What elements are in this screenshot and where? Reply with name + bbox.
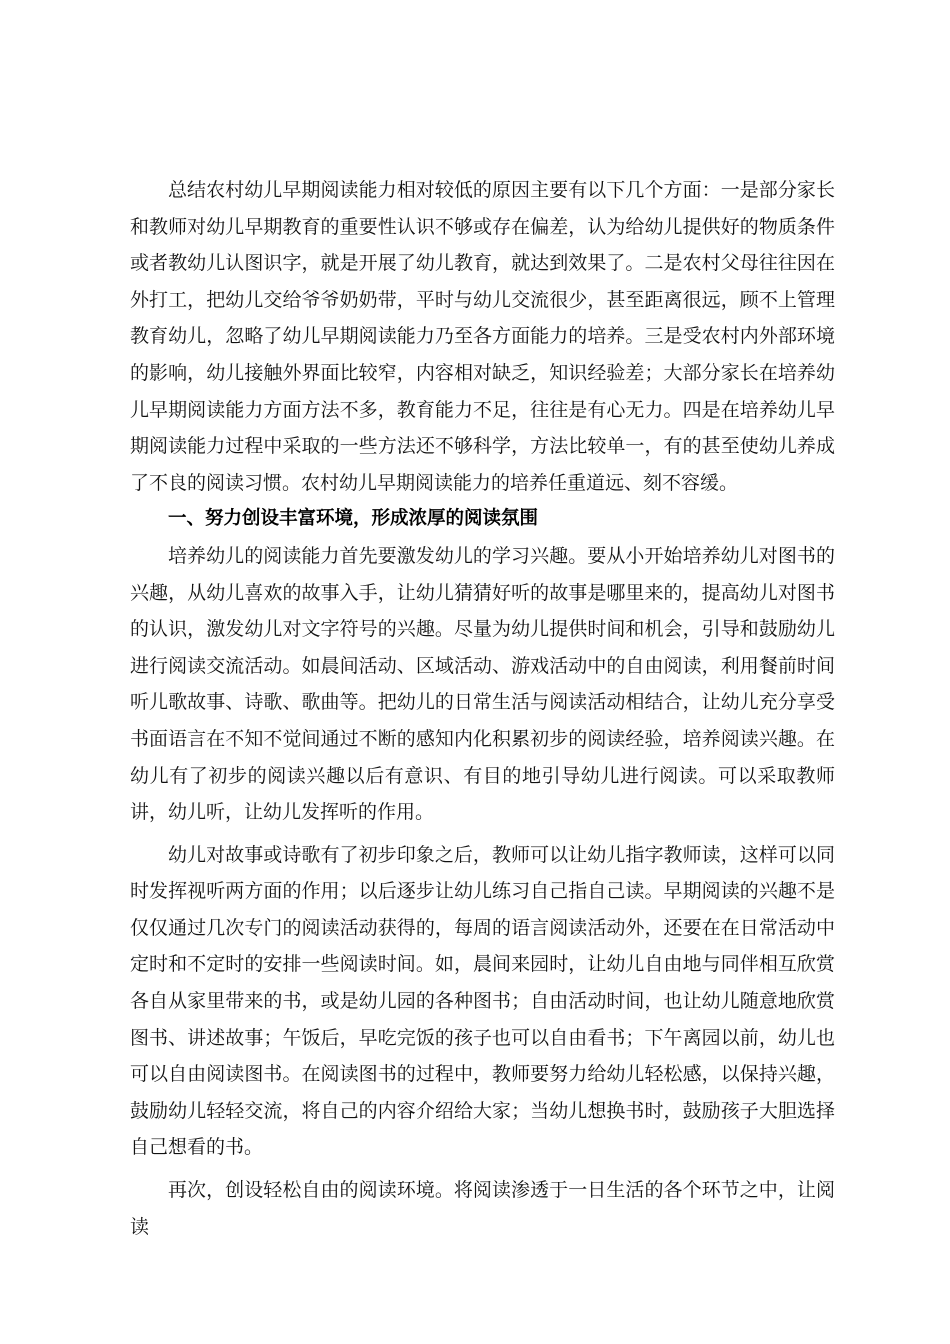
intro-paragraph: 总结农村幼儿早期阅读能力相对较低的原因主要有以下几个方面：一是部分家长和教师对幼儿早期教育的重要性认识不够或存在偏差，认为给幼儿提供好的物质条件或者教幼儿认图识字，就是开展了幼儿教育，就达到效果了。二是农村父母往往因在外打工，把幼儿交给爷爷奶奶带，平时与幼儿交流很少，甚至距离很远，顾不上管理教育幼儿，忽略了幼儿早期阅读能力乃至各方面能力的培养。三是受农村内外部环境的影响，幼儿接触外界面比较窄，内容相对缺乏，知识经验差；大部分家长在培养幼儿早期阅读能力方面方法不多，教育能力不足，往往是有心无力。四是在培养幼儿早期阅读能力过程中采取的一些方法还不够科学，方法比较单一，有的甚至使幼儿养成了不良的阅读习惯。农村幼儿早期阅读能力的培养任重道远、刻不容缓。 [130, 179, 835, 494]
section-paragraph-3: 再次，创设轻松自由的阅读环境。将阅读渗透于一日生活的各个环节之中，让阅读 [130, 1179, 835, 1238]
section-paragraph-1: 培养幼儿的阅读能力首先要激发幼儿的学习兴趣。要从小开始培养幼儿对图书的兴趣，从幼儿喜欢的故事入手，让幼儿猜猜好听的故事是哪里来的，提高幼儿对图书的认识，激发幼儿对文字符号的兴趣。尽量为幼儿提供时间和机会，引导和鼓励幼儿进行阅读交流活动。如晨间活动、区域活动、游戏活动中的自由阅读，利用餐前时间听儿歌故事、诗歌、歌曲等。把幼儿的日常生活与阅读活动相结合，让幼儿充分享受书面语言在不知不觉间通过不断的感知内化积累初步的阅读经验，培养阅读兴趣。在幼儿有了初步的阅读兴趣以后有意识、有目的地引导幼儿进行阅读。可以采取教师讲，幼儿听，让幼儿发挥听的作用。 [130, 544, 835, 824]
section-paragraph-2: 幼儿对故事或诗歌有了初步印象之后，教师可以让幼儿指字教师读，这样可以同时发挥视听两方面的作用；以后逐步让幼儿练习自己指自己读。早期阅读的兴趣不是仅仅通过几次专门的阅读活动获得的，每周的语言阅读活动外，还要在在日常活动中定时和不定时的安排一些阅读时间。如，晨间来园时，让幼儿自由地与同伴相互欣赏各自从家里带来的书，或是幼儿园的各种图书；自由活动时间，也让幼儿随意地欣赏图书、讲述故事；午饭后，早吃完饭的孩子也可以自由看书；下午离园以前，幼儿也可以自由阅读图书。在阅读图书的过程中，教师要努力给幼儿轻松感，以保持兴趣，鼓励幼儿轻轻交流，将自己的内容介绍给大家；当幼儿想换书时，鼓励孩子大胆选择自己想看的书。 [130, 843, 835, 1159]
document-body [130, 172, 835, 1245]
section-heading: 一、努力创设丰富环境，形成浓厚的阅读氛围 [168, 508, 539, 530]
